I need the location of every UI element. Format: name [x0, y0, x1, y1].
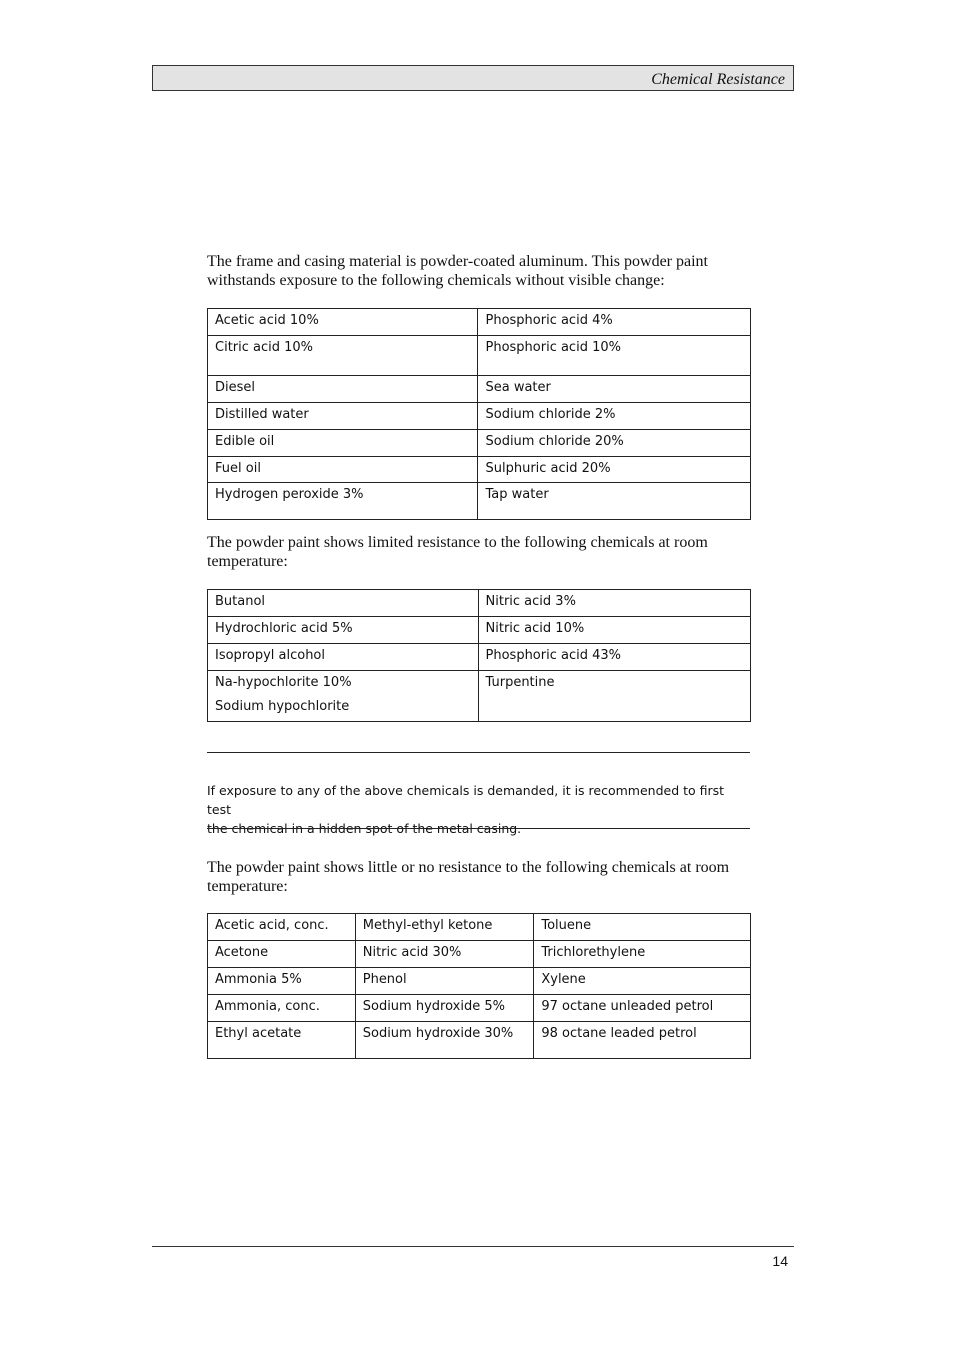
table-cell: Fuel oil	[208, 457, 478, 483]
table-cell: Toluene	[534, 914, 751, 941]
intro-paragraph	[207, 252, 752, 290]
header-title: Chemical Resistance	[651, 71, 785, 88]
page-number: 14	[772, 1253, 788, 1269]
table-cell: Phosphoric acid 10%	[478, 336, 751, 376]
table-row	[208, 617, 751, 644]
table-row	[208, 309, 751, 336]
cell-line: Na-hypochlorite 10%	[215, 675, 352, 690]
limited-resistance-paragraph	[207, 533, 752, 571]
limited-line-1: The powder paint shows limited resistance to the following chemicals at room	[207, 534, 708, 551]
footer-rule	[152, 1246, 794, 1247]
note-bottom-rule	[207, 828, 750, 829]
table-cell: Hydrochloric acid 5%	[208, 617, 479, 644]
table-cell: Phosphoric acid 43%	[478, 644, 750, 671]
recommendation-note	[207, 781, 752, 838]
table-cell: Ammonia 5%	[208, 968, 356, 995]
table-row	[208, 483, 751, 520]
little-resistance-paragraph	[207, 858, 752, 896]
table-cell: Nitric acid 10%	[478, 617, 750, 644]
table-cell: Citric acid 10%	[208, 336, 478, 376]
table-cell: Sodium hydroxide 30%	[355, 1022, 534, 1059]
table-row	[208, 430, 751, 457]
table-cell: Nitric acid 30%	[355, 941, 534, 968]
table-row	[208, 941, 751, 968]
table-cell: Turpentine	[478, 671, 750, 722]
table-cell: Edible oil	[208, 430, 478, 457]
table-cell: Acetic acid, conc.	[208, 914, 356, 941]
table-cell: Nitric acid 3%	[478, 590, 750, 617]
table-cell: Tap water	[478, 483, 751, 520]
table-cell: Sodium chloride 2%	[478, 403, 751, 430]
note-line-1: If exposure to any of the above chemicals is demanded, it is recommended to first test	[207, 783, 725, 817]
resistant-chemicals-table	[207, 308, 751, 520]
table-row	[208, 336, 751, 376]
table-cell: Trichlorethylene	[534, 941, 751, 968]
table-cell: Ammonia, conc.	[208, 995, 356, 1022]
table-cell: Hydrogen peroxide 3%	[208, 483, 478, 520]
table-cell: Sodium chloride 20%	[478, 430, 751, 457]
table-cell: Acetic acid 10%	[208, 309, 478, 336]
running-header	[152, 65, 794, 91]
intro-line-2: withstands exposure to the following chemicals without visible change:	[207, 272, 665, 289]
table-row	[208, 995, 751, 1022]
table-cell: Sea water	[478, 376, 751, 403]
table-row	[208, 1022, 751, 1059]
limited-line-2: temperature:	[207, 553, 288, 570]
limited-chemicals-table	[207, 589, 751, 722]
table-cell: Diesel	[208, 376, 478, 403]
intro-line-1: The frame and casing material is powder-coated aluminum. This powder paint	[207, 253, 708, 270]
little-line-1: The powder paint shows little or no resistance to the following chemicals at room	[207, 859, 730, 876]
nonresistant-chemicals-table	[207, 913, 751, 1059]
table-row	[208, 671, 751, 722]
table-row	[208, 376, 751, 403]
table-cell: Acetone	[208, 941, 356, 968]
table-cell: Sodium hydroxide 5%	[355, 995, 534, 1022]
note-top-rule	[207, 752, 750, 753]
table-cell: Methyl-ethyl ketone	[355, 914, 534, 941]
table-cell: Ethyl acetate	[208, 1022, 356, 1059]
cell-line: Sodium hypochlorite	[215, 699, 350, 714]
table-cell: Butanol	[208, 590, 479, 617]
little-line-2: temperature:	[207, 878, 288, 895]
table-row	[208, 644, 751, 671]
table-row	[208, 914, 751, 941]
note-line-2: the chemical in a hidden spot of the metal casing.	[207, 821, 522, 836]
table-cell: Distilled water	[208, 403, 478, 430]
table-cell: 98 octane leaded petrol	[534, 1022, 751, 1059]
table-row	[208, 968, 751, 995]
table-row	[208, 457, 751, 483]
table-cell: Isopropyl alcohol	[208, 644, 479, 671]
table-cell: Phosphoric acid 4%	[478, 309, 751, 336]
table-cell	[208, 671, 479, 722]
table-row	[208, 403, 751, 430]
table-cell: Xylene	[534, 968, 751, 995]
table-cell: Sulphuric acid 20%	[478, 457, 751, 483]
table-cell: Phenol	[355, 968, 534, 995]
table-row	[208, 590, 751, 617]
table-cell: 97 octane unleaded petrol	[534, 995, 751, 1022]
